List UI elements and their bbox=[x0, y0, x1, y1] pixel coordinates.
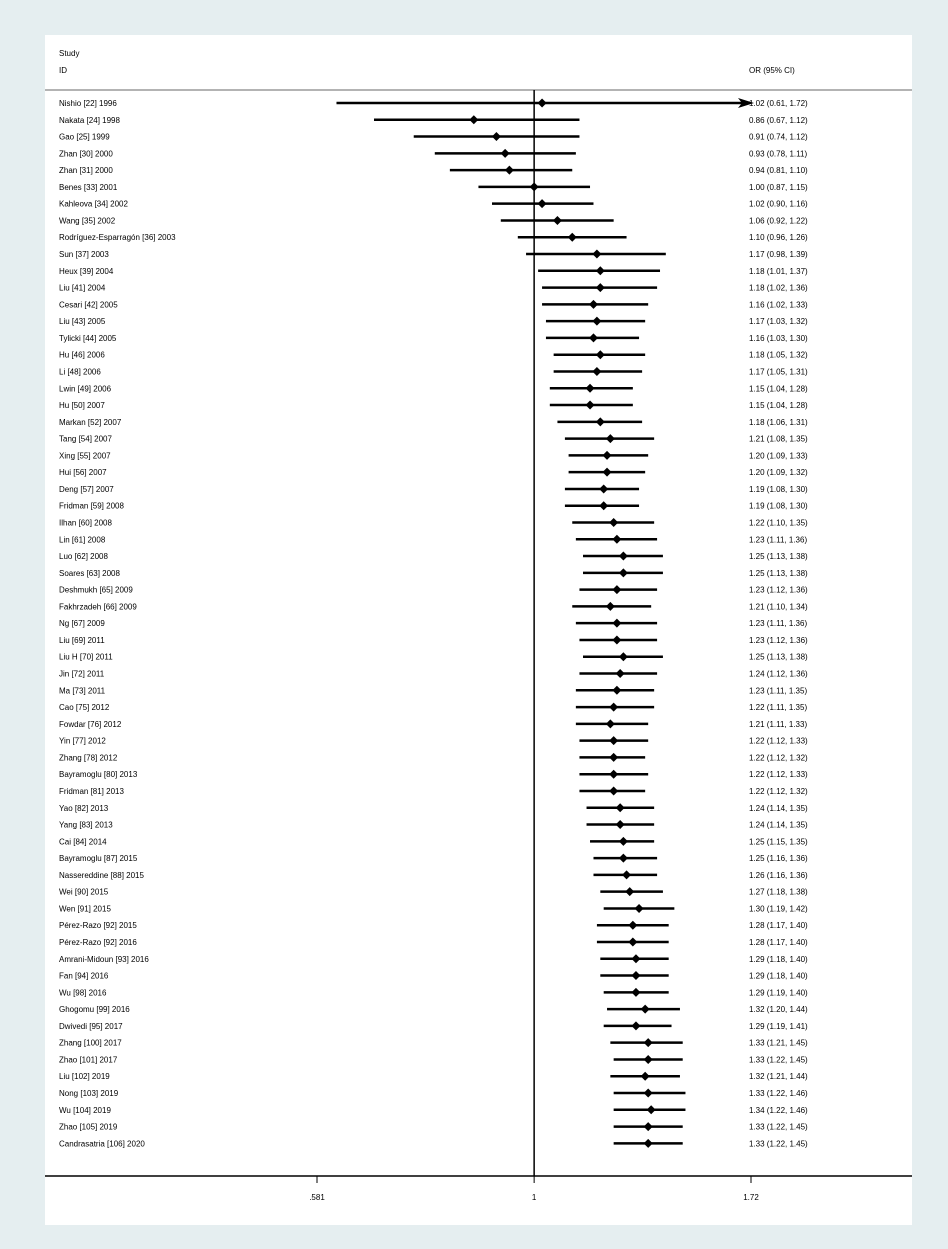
or-ci-label: 1.30 (1.19, 1.42) bbox=[749, 904, 808, 914]
point-estimate bbox=[609, 703, 618, 712]
or-ci-label: 1.28 (1.17, 1.40) bbox=[749, 921, 808, 931]
or-ci-label: 1.23 (1.12, 1.36) bbox=[749, 585, 808, 595]
point-estimate bbox=[616, 669, 625, 678]
study-row bbox=[59, 770, 808, 780]
or-ci-label: 1.28 (1.17, 1.40) bbox=[749, 938, 808, 947]
or-ci-label: 1.32 (1.21, 1.44) bbox=[749, 1072, 808, 1082]
or-ci-label: 1.06 (0.92, 1.22) bbox=[749, 216, 808, 226]
point-estimate bbox=[592, 367, 601, 376]
point-estimate bbox=[586, 401, 595, 410]
study-name: Lwin [49] 2006 bbox=[59, 384, 112, 394]
study-row bbox=[59, 602, 808, 612]
point-estimate bbox=[586, 384, 595, 393]
study-name: Nassereddine [88] 2015 bbox=[59, 870, 144, 880]
study-name: Cai [84] 2014 bbox=[59, 837, 107, 847]
study-name: Cesari [42] 2005 bbox=[59, 300, 118, 310]
study-row bbox=[59, 266, 808, 276]
point-estimate bbox=[609, 736, 618, 745]
study-name: Ma [73] 2011 bbox=[59, 686, 106, 696]
point-estimate bbox=[530, 182, 539, 191]
study-row bbox=[59, 1089, 808, 1099]
study-row bbox=[59, 518, 808, 528]
x-tick-label: .581 bbox=[309, 1193, 325, 1202]
or-ci-label: 1.22 (1.10, 1.35) bbox=[749, 518, 808, 528]
point-estimate bbox=[606, 719, 615, 728]
point-estimate bbox=[606, 434, 615, 443]
point-estimate bbox=[538, 199, 547, 208]
study-row bbox=[59, 216, 808, 226]
study-name: Deshmukh [65] 2009 bbox=[59, 585, 133, 595]
x-tick-label: 1.72 bbox=[743, 1193, 759, 1202]
study-row bbox=[59, 350, 808, 360]
study-name: Fakhrzadeh [66] 2009 bbox=[59, 602, 137, 612]
or-ci-label: 1.00 (0.87, 1.15) bbox=[749, 182, 808, 192]
header-study: Study bbox=[59, 49, 80, 58]
point-estimate bbox=[609, 786, 618, 795]
study-name: Benes [33] 2001 bbox=[59, 182, 118, 192]
study-name: Soares [63] 2008 bbox=[59, 568, 120, 578]
study-name: Xing [55] 2007 bbox=[59, 451, 111, 461]
point-estimate bbox=[641, 1005, 650, 1014]
or-ci-label: 1.19 (1.08, 1.30) bbox=[749, 501, 808, 511]
study-name: Liu H [70] 2011 bbox=[59, 652, 113, 662]
study-name: Gao [25] 1999 bbox=[59, 132, 110, 142]
study-row bbox=[59, 132, 808, 142]
study-row bbox=[59, 1105, 808, 1115]
study-name: Heux [39] 2004 bbox=[59, 266, 114, 276]
study-row bbox=[59, 417, 808, 427]
or-ci-label: 1.33 (1.22, 1.45) bbox=[749, 1122, 808, 1132]
or-ci-label: 1.17 (1.03, 1.32) bbox=[749, 317, 808, 327]
or-ci-label: 1.33 (1.22, 1.45) bbox=[749, 1055, 808, 1065]
point-estimate bbox=[603, 451, 612, 460]
or-ci-label: 0.94 (0.81, 1.10) bbox=[749, 166, 808, 176]
study-row bbox=[59, 904, 808, 914]
point-estimate bbox=[492, 132, 501, 141]
study-row bbox=[59, 451, 808, 461]
or-ci-label: 1.22 (1.12, 1.33) bbox=[749, 770, 808, 780]
point-estimate bbox=[644, 1038, 653, 1047]
or-ci-label: 0.86 (0.67, 1.12) bbox=[749, 115, 808, 125]
point-estimate bbox=[469, 115, 478, 124]
study-row bbox=[59, 199, 808, 209]
study-name: Wu [104] 2019 bbox=[59, 1105, 111, 1115]
point-estimate bbox=[609, 753, 618, 762]
or-ci-label: 1.15 (1.04, 1.28) bbox=[749, 401, 808, 411]
point-estimate bbox=[592, 250, 601, 259]
point-estimate bbox=[616, 820, 625, 829]
forest-plot-panel bbox=[45, 35, 912, 1225]
point-estimate bbox=[619, 568, 628, 577]
point-estimate bbox=[631, 1021, 640, 1030]
study-name: Liu [41] 2004 bbox=[59, 283, 106, 293]
or-ci-label: 1.20 (1.09, 1.32) bbox=[749, 468, 808, 478]
point-estimate bbox=[644, 1139, 653, 1148]
point-estimate bbox=[603, 468, 612, 477]
study-name: Cao [75] 2012 bbox=[59, 703, 110, 713]
study-row bbox=[59, 182, 808, 192]
x-axis-ticks bbox=[309, 1176, 759, 1202]
study-row bbox=[59, 1072, 808, 1082]
study-name: Bayramoglu [80] 2013 bbox=[59, 770, 138, 780]
study-row bbox=[59, 686, 807, 696]
study-row bbox=[59, 367, 808, 377]
study-name: Fowdar [76] 2012 bbox=[59, 719, 122, 729]
or-ci-label: 1.17 (1.05, 1.31) bbox=[749, 367, 808, 377]
or-ci-label: 1.21 (1.10, 1.34) bbox=[749, 602, 808, 612]
study-row bbox=[59, 585, 808, 595]
or-ci-label: 0.93 (0.78, 1.11) bbox=[749, 149, 808, 159]
or-ci-label: 1.33 (1.21, 1.45) bbox=[749, 1038, 808, 1048]
study-row bbox=[59, 921, 808, 931]
point-estimate bbox=[619, 837, 628, 846]
point-estimate bbox=[644, 1122, 653, 1131]
or-ci-label: 1.18 (1.02, 1.36) bbox=[749, 283, 808, 293]
study-name: Zhan [30] 2000 bbox=[59, 149, 113, 159]
or-ci-label: 1.21 (1.11, 1.33) bbox=[749, 719, 808, 729]
study-name: Fridman [59] 2008 bbox=[59, 501, 124, 511]
or-ci-label: 1.33 (1.22, 1.45) bbox=[749, 1139, 808, 1149]
or-ci-label: 1.02 (0.90, 1.16) bbox=[749, 199, 808, 209]
point-estimate bbox=[612, 585, 621, 594]
study-row bbox=[59, 837, 808, 847]
study-name: Dwivedi [95] 2017 bbox=[59, 1021, 123, 1031]
study-row bbox=[59, 317, 808, 327]
or-ci-label: 0.91 (0.74, 1.12) bbox=[749, 132, 808, 142]
study-name: Wang [35] 2002 bbox=[59, 216, 116, 226]
point-estimate bbox=[641, 1072, 650, 1081]
study-name: Tylicki [44] 2005 bbox=[59, 333, 117, 343]
study-row bbox=[59, 1055, 808, 1065]
point-estimate bbox=[589, 300, 598, 309]
point-estimate bbox=[628, 921, 637, 930]
study-row bbox=[59, 887, 808, 897]
or-ci-label: 1.24 (1.14, 1.35) bbox=[749, 820, 808, 830]
header-effect: OR (95% CI) bbox=[749, 66, 795, 75]
point-estimate bbox=[635, 904, 644, 913]
or-ci-label: 1.25 (1.13, 1.38) bbox=[749, 652, 808, 662]
study-row bbox=[59, 283, 808, 293]
study-name: Liu [102] 2019 bbox=[59, 1072, 110, 1082]
study-row bbox=[59, 854, 808, 864]
or-ci-label: 1.20 (1.09, 1.33) bbox=[749, 451, 808, 461]
study-name: Nishio [22] 1996 bbox=[59, 99, 117, 108]
or-ci-label: 1.22 (1.12, 1.33) bbox=[749, 736, 808, 746]
point-estimate bbox=[609, 770, 618, 779]
point-estimate bbox=[625, 887, 634, 896]
or-ci-label: 1.25 (1.15, 1.35) bbox=[749, 837, 808, 847]
or-ci-label: 1.32 (1.20, 1.44) bbox=[749, 1005, 808, 1015]
point-estimate bbox=[596, 417, 605, 426]
study-row bbox=[59, 703, 807, 713]
point-estimate bbox=[596, 283, 605, 292]
or-ci-label: 1.24 (1.14, 1.35) bbox=[749, 803, 808, 813]
point-estimate bbox=[592, 317, 601, 326]
study-name: Wei [90] 2015 bbox=[59, 887, 109, 897]
study-name: Ilhan [60] 2008 bbox=[59, 518, 112, 528]
study-name: Liu [69] 2011 bbox=[59, 635, 105, 645]
or-ci-label: 1.25 (1.16, 1.36) bbox=[749, 854, 808, 864]
or-ci-label: 1.23 (1.11, 1.36) bbox=[749, 619, 808, 629]
or-ci-label: 1.25 (1.13, 1.38) bbox=[749, 568, 808, 578]
point-estimate bbox=[501, 149, 510, 158]
point-estimate bbox=[619, 552, 628, 561]
or-ci-label: 1.18 (1.01, 1.37) bbox=[749, 266, 808, 276]
study-row bbox=[59, 115, 808, 125]
point-estimate bbox=[619, 854, 628, 863]
study-name: Liu [43] 2005 bbox=[59, 317, 106, 327]
study-row bbox=[59, 1021, 808, 1031]
study-row bbox=[59, 552, 808, 562]
or-ci-label: 1.19 (1.08, 1.30) bbox=[749, 484, 808, 494]
or-ci-label: 1.27 (1.18, 1.38) bbox=[749, 887, 808, 897]
or-ci-label: 1.16 (1.03, 1.30) bbox=[749, 333, 808, 343]
or-ci-label: 1.18 (1.06, 1.31) bbox=[749, 417, 808, 427]
or-ci-label: 1.24 (1.12, 1.36) bbox=[749, 669, 808, 679]
or-ci-label: 1.29 (1.19, 1.40) bbox=[749, 988, 808, 998]
study-row bbox=[59, 535, 807, 545]
study-row bbox=[59, 971, 808, 981]
or-ci-label: 1.18 (1.05, 1.32) bbox=[749, 350, 808, 360]
study-name: Wen [91] 2015 bbox=[59, 904, 111, 914]
study-row bbox=[59, 870, 808, 880]
point-estimate bbox=[589, 333, 598, 342]
point-estimate bbox=[596, 266, 605, 275]
point-estimate bbox=[612, 686, 621, 695]
or-ci-label: 1.29 (1.18, 1.40) bbox=[749, 954, 808, 964]
study-name: Zhang [100] 2017 bbox=[59, 1038, 122, 1048]
study-row bbox=[59, 820, 808, 830]
or-ci-label: 1.17 (0.98, 1.39) bbox=[749, 250, 808, 260]
or-ci-label: 1.22 (1.11, 1.35) bbox=[749, 703, 808, 713]
study-row bbox=[59, 484, 808, 494]
point-estimate bbox=[628, 938, 637, 947]
study-name: Kahleova [34] 2002 bbox=[59, 199, 128, 209]
study-name: Zhao [105] 2019 bbox=[59, 1122, 118, 1132]
point-estimate bbox=[596, 350, 605, 359]
point-estimate bbox=[599, 501, 608, 510]
study-name: Yao [82] 2013 bbox=[59, 803, 109, 813]
or-ci-label: 1.23 (1.12, 1.36) bbox=[749, 635, 808, 645]
study-name: Hu [46] 2006 bbox=[59, 350, 105, 360]
study-row bbox=[59, 736, 808, 746]
point-estimate bbox=[631, 954, 640, 963]
study-name: Wu [98] 2016 bbox=[59, 988, 107, 998]
study-name: Li [48] 2006 bbox=[59, 367, 101, 377]
study-row bbox=[59, 786, 808, 796]
or-ci-label: 1.25 (1.13, 1.38) bbox=[749, 552, 808, 562]
point-estimate bbox=[599, 484, 608, 493]
or-ci-label: 1.33 (1.22, 1.46) bbox=[749, 1089, 808, 1099]
study-row bbox=[59, 1139, 808, 1149]
study-name: Fridman [81] 2013 bbox=[59, 786, 124, 796]
study-name: Deng [57] 2007 bbox=[59, 484, 114, 494]
study-row bbox=[59, 619, 807, 629]
study-row bbox=[59, 434, 808, 444]
study-row bbox=[59, 635, 808, 645]
study-name: Hui [56] 2007 bbox=[59, 468, 107, 478]
point-estimate bbox=[631, 988, 640, 997]
study-row bbox=[59, 233, 808, 243]
study-name: Yin [77] 2012 bbox=[59, 736, 106, 746]
point-estimate bbox=[612, 619, 621, 628]
study-row bbox=[59, 954, 808, 964]
or-ci-label: 1.22 (1.12, 1.32) bbox=[749, 786, 808, 796]
or-ci-label: 1.26 (1.16, 1.36) bbox=[749, 870, 808, 880]
study-row bbox=[59, 1122, 808, 1132]
study-row bbox=[59, 1038, 808, 1048]
study-row bbox=[59, 468, 808, 478]
study-name: Amrani-Midoun [93] 2016 bbox=[59, 954, 149, 964]
study-row bbox=[59, 401, 808, 411]
study-name: Hu [50] 2007 bbox=[59, 401, 105, 411]
point-estimate bbox=[619, 652, 628, 661]
point-estimate bbox=[612, 635, 621, 644]
point-estimate bbox=[647, 1105, 656, 1114]
study-row bbox=[59, 300, 808, 310]
study-name: Nakata [24] 1998 bbox=[59, 115, 120, 125]
study-name: Nong [103] 2019 bbox=[59, 1089, 119, 1099]
point-estimate bbox=[616, 803, 625, 812]
point-estimate bbox=[622, 870, 631, 879]
point-estimate bbox=[609, 518, 618, 527]
or-ci-label: 1.23 (1.11, 1.36) bbox=[749, 535, 808, 545]
or-ci-label: 1.23 (1.11, 1.35) bbox=[749, 686, 808, 696]
study-name: Candrasatria [106] 2020 bbox=[59, 1139, 145, 1149]
study-name: Ng [67] 2009 bbox=[59, 619, 105, 629]
study-name: Zhao [101] 2017 bbox=[59, 1055, 118, 1065]
or-ci-label: 1.10 (0.96, 1.26) bbox=[749, 233, 808, 243]
study-row bbox=[59, 250, 808, 260]
study-rows bbox=[59, 98, 808, 1148]
study-name: Sun [37] 2003 bbox=[59, 250, 109, 260]
study-row bbox=[59, 988, 808, 998]
study-name: Tang [54] 2007 bbox=[59, 434, 112, 444]
point-estimate bbox=[538, 99, 547, 108]
study-name: Pérez-Razo [92] 2016 bbox=[59, 938, 137, 947]
study-name: Markan [52] 2007 bbox=[59, 417, 122, 427]
or-ci-label: 1.29 (1.19, 1.41) bbox=[749, 1021, 808, 1031]
point-estimate bbox=[612, 535, 621, 544]
study-name: Luo [62] 2008 bbox=[59, 552, 108, 562]
point-estimate bbox=[505, 166, 514, 175]
study-row bbox=[59, 652, 808, 662]
forest-plot bbox=[45, 35, 912, 1225]
or-ci-label: 1.15 (1.04, 1.28) bbox=[749, 384, 808, 394]
study-name: Bayramoglu [87] 2015 bbox=[59, 854, 138, 864]
study-name: Rodríguez-Esparragón [36] 2003 bbox=[59, 233, 176, 243]
or-ci-label: 1.34 (1.22, 1.46) bbox=[749, 1105, 808, 1115]
point-estimate bbox=[644, 1089, 653, 1098]
study-name: Fan [94] 2016 bbox=[59, 971, 109, 981]
study-name: Yang [83] 2013 bbox=[59, 820, 113, 830]
point-estimate bbox=[568, 233, 577, 242]
or-ci-label: 1.22 (1.12, 1.32) bbox=[749, 753, 808, 763]
header-id: ID bbox=[59, 66, 67, 75]
point-estimate bbox=[631, 971, 640, 980]
study-name: Zhan [31] 2000 bbox=[59, 166, 113, 176]
study-name: Zhang [78] 2012 bbox=[59, 753, 118, 763]
point-estimate bbox=[606, 602, 615, 611]
study-row bbox=[59, 501, 808, 511]
study-row bbox=[59, 166, 808, 176]
study-row bbox=[59, 938, 808, 948]
x-tick-label: 1 bbox=[531, 1193, 537, 1202]
study-name: Lin [61] 2008 bbox=[59, 535, 106, 545]
or-ci-label: 1.29 (1.18, 1.40) bbox=[749, 971, 808, 981]
study-row bbox=[59, 719, 807, 729]
study-row bbox=[59, 568, 808, 578]
study-row bbox=[59, 149, 807, 159]
study-row bbox=[59, 98, 808, 108]
study-row bbox=[59, 384, 808, 394]
study-row bbox=[59, 333, 808, 343]
study-row bbox=[59, 753, 808, 763]
point-estimate bbox=[553, 216, 562, 225]
point-estimate bbox=[644, 1055, 653, 1064]
study-name: Ghogomu [99] 2016 bbox=[59, 1005, 130, 1015]
study-row bbox=[59, 669, 808, 679]
study-name: Pérez-Razo [92] 2015 bbox=[59, 921, 137, 931]
or-ci-label: 1.21 (1.08, 1.35) bbox=[749, 434, 808, 444]
study-name: Jin [72] 2011 bbox=[59, 669, 105, 679]
or-ci-label: 1.16 (1.02, 1.33) bbox=[749, 300, 808, 310]
study-row bbox=[59, 803, 808, 813]
or-ci-label: 1.02 (0.61, 1.72) bbox=[749, 99, 808, 108]
study-row bbox=[59, 1005, 808, 1015]
